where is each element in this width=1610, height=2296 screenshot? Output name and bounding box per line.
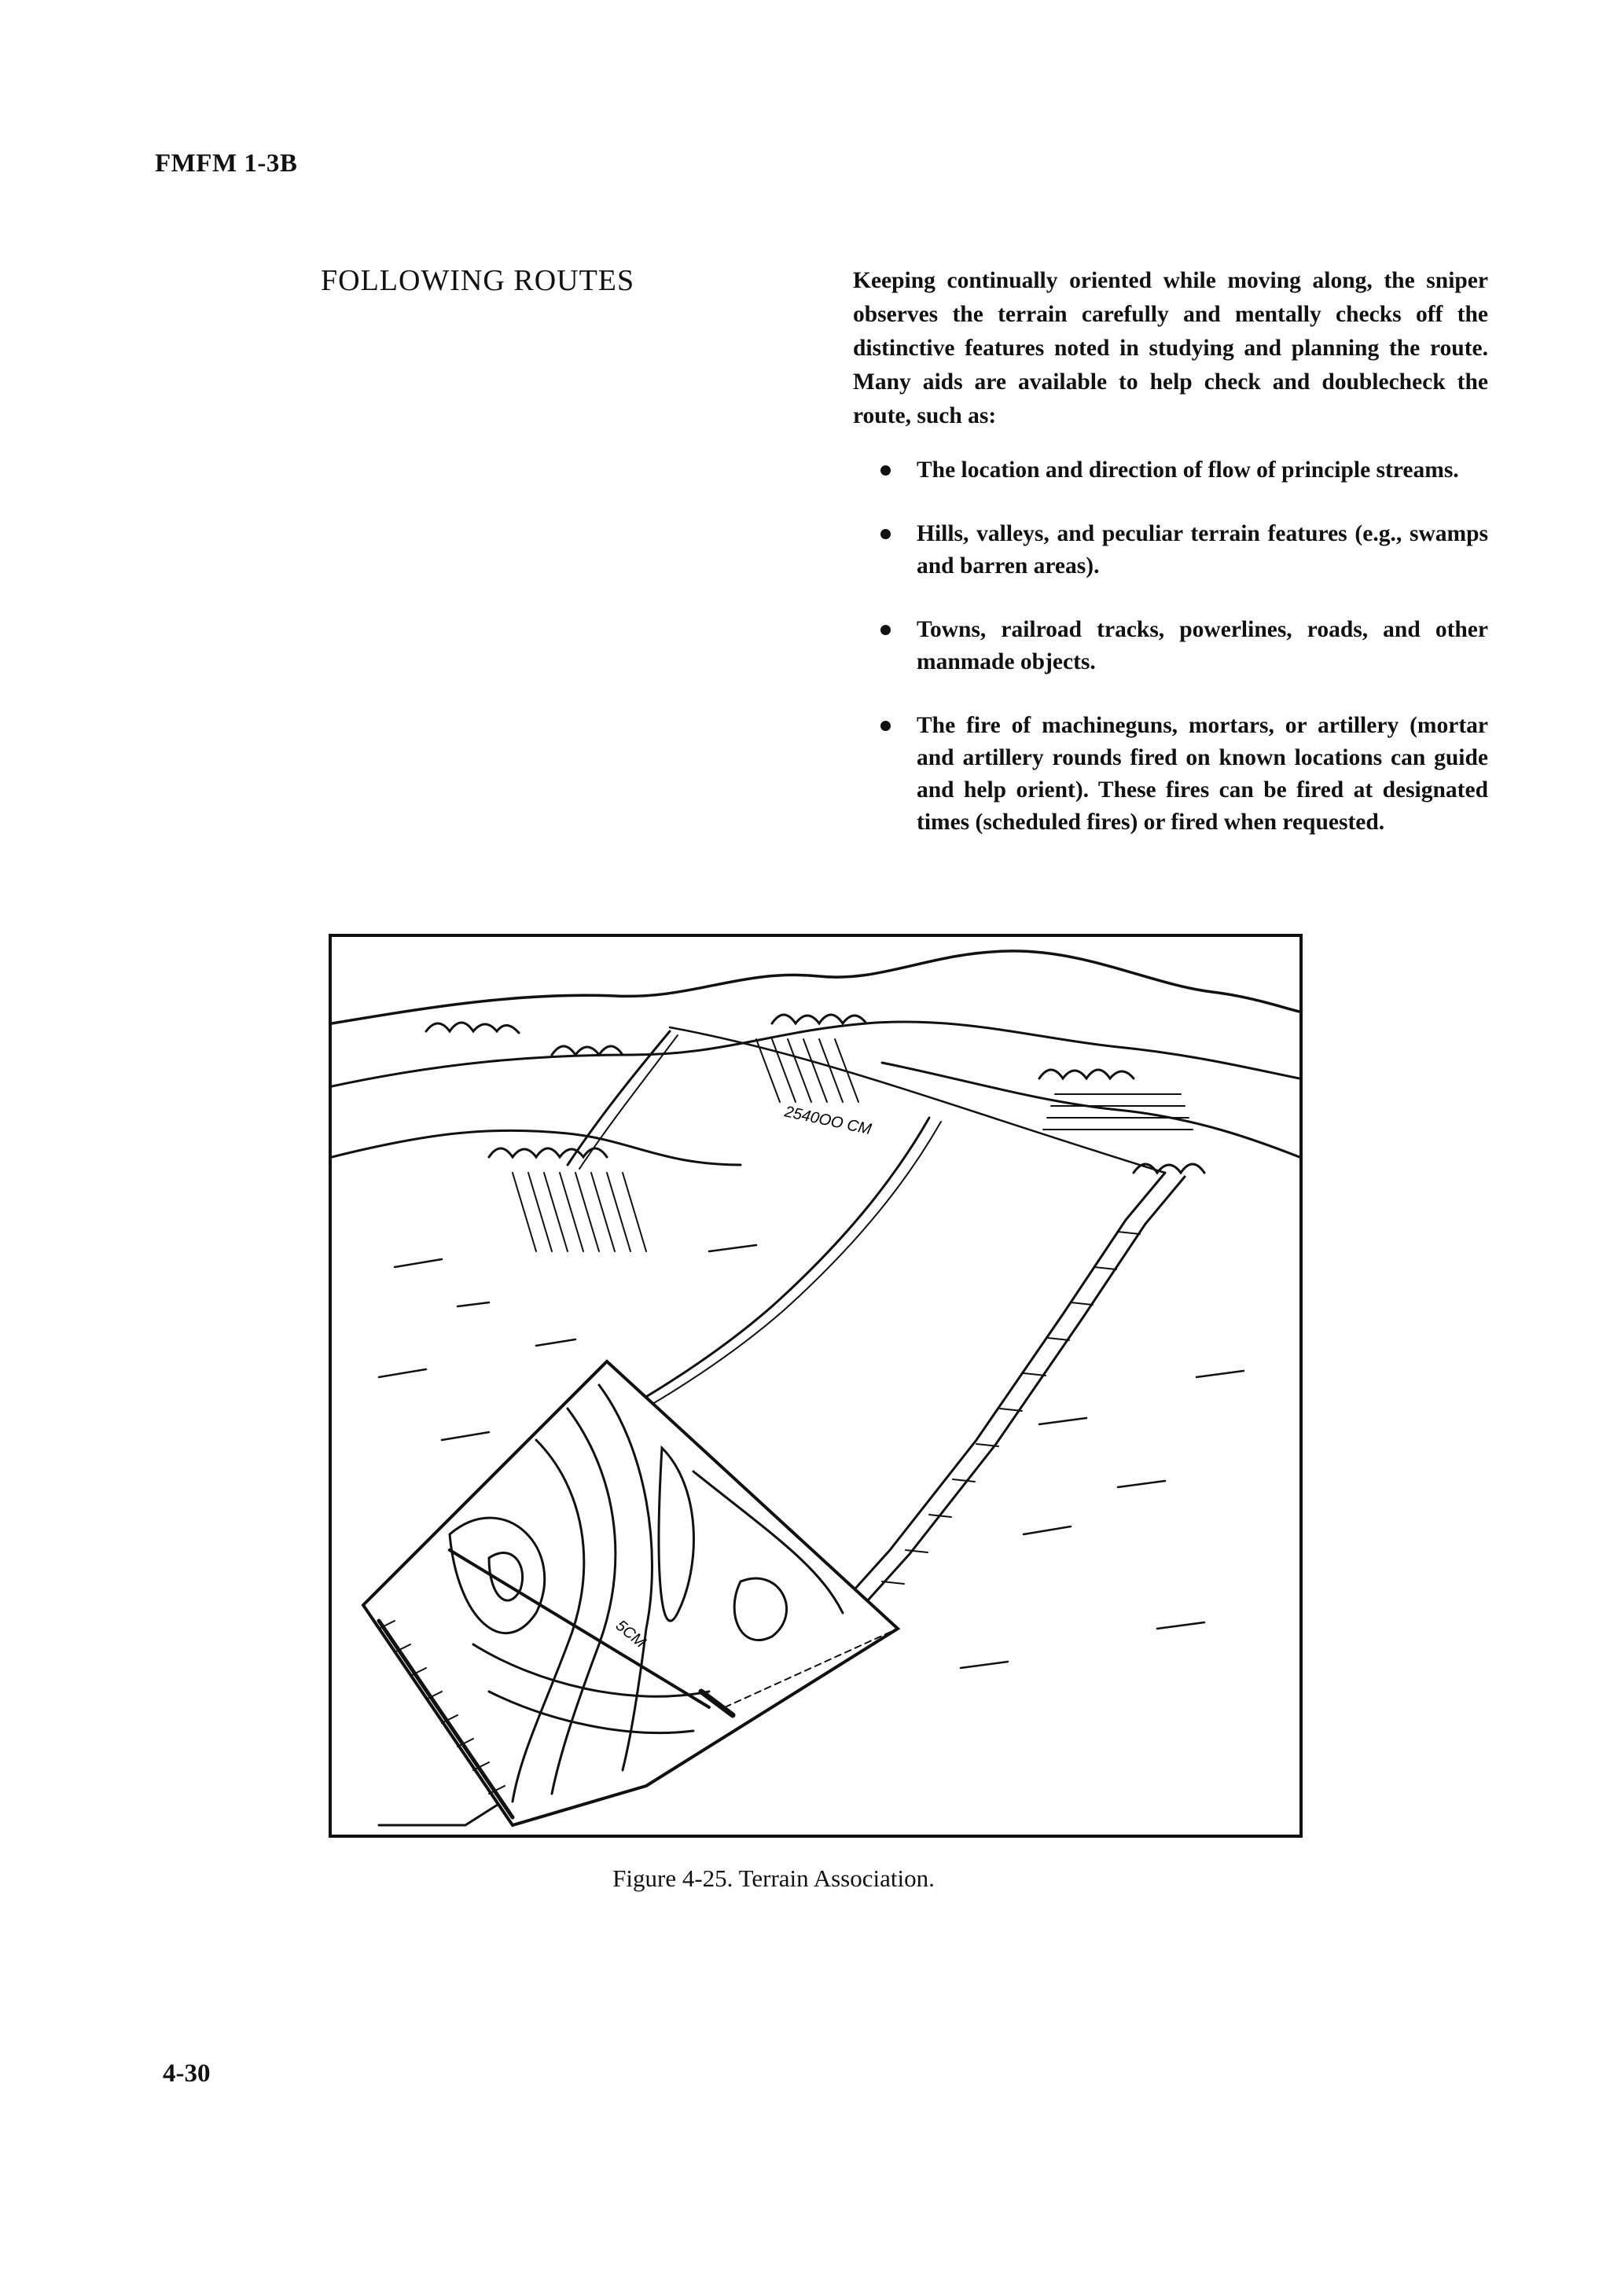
list-item-text: Towns, railroad tracks, powerlines, roads, and other manmade objects. [917,617,1488,674]
figure-caption-text: Figure 4-25. Terrain Association. [612,1864,935,1892]
bullet-icon [880,465,891,476]
section-title: FOLLOWING ROUTES [321,264,635,297]
intro-paragraph: Keeping continually oriented while moving along, the sniper observes the terrain carefully and mentally checks off the distinctive features noted in studying and planning the route. Many aids are available to help check and doublecheck the route, such as: [853,268,1488,428]
bullet-icon [880,625,891,635]
running-header: FMFM 1-3B [155,149,298,178]
page-number: 4-30 [163,2059,211,2088]
list-item [917,614,1488,678]
list-item [917,454,1488,487]
ground-distance-label: 2540OO CM [782,1103,873,1139]
list-item-text: The fire of machineguns, mortars, or artillery (mortar and artillery rounds fired on known locations can guide and help orient). These fires can be fired at designated times (scheduled fires) or fired when requested. [917,713,1488,835]
bullet-icon [880,721,891,731]
terrain-association-figure [329,934,1303,1838]
terrain-sketch [332,937,1299,1835]
list-item-text: The location and direction of flow of principle streams. [917,457,1459,483]
list-item-text: Hills, valleys, and peculiar terrain features (e.g., swamps and barren areas). [917,521,1488,579]
list-item [917,518,1488,582]
aids-list [917,454,1488,870]
bullet-icon [880,529,891,539]
list-item [917,710,1488,839]
figure-caption [0,1864,1610,1893]
map-distance-label: 5CM [612,1616,649,1651]
